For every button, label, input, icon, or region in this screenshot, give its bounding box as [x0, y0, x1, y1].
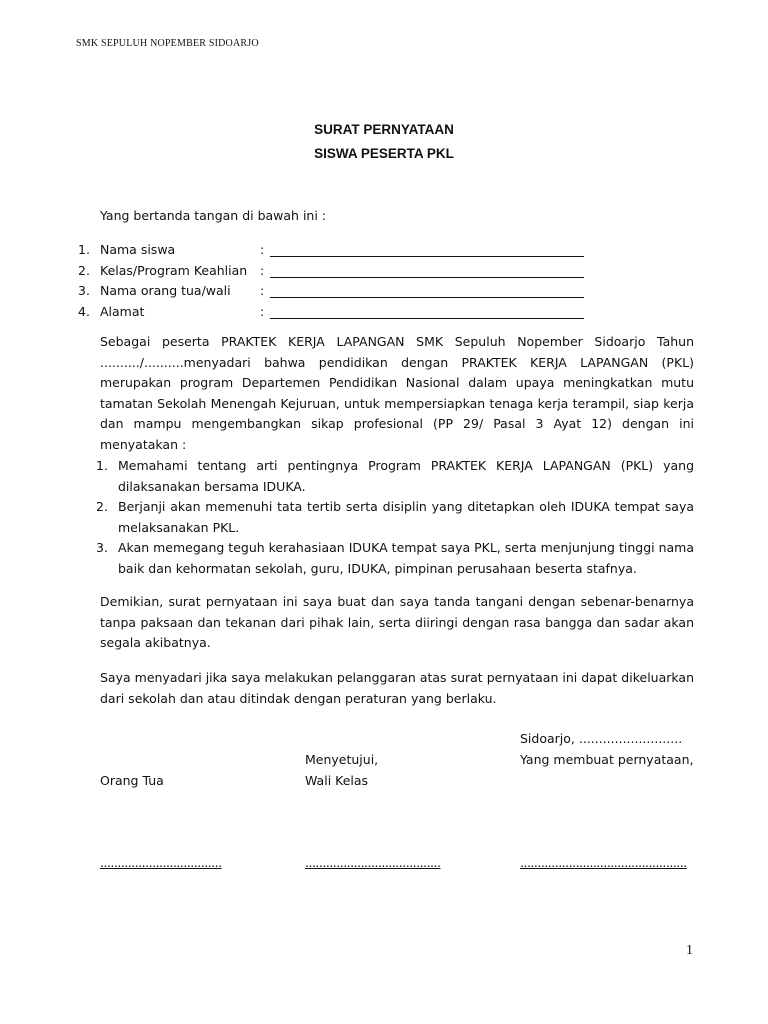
field-number: 2.	[78, 262, 90, 278]
address-blank-line[interactable]	[270, 304, 584, 319]
document-subtitle: SISWA PESERTA PKL	[314, 146, 454, 161]
approved-label: Menyetujui,	[305, 752, 379, 767]
field-label-name: Nama siswa	[100, 242, 176, 257]
page-number: 1	[686, 943, 693, 958]
field-row-parent	[78, 283, 584, 304]
statement-paragraph: Sebagai peserta PRAKTEK KERJA LAPANGAN SMK Sepuluh Nopember Sidoarjo Tahun ........../..........menyadari bahwa pendidikan dengan PRAKTEK KERJA LAPANGAN (PKL) merupakan program Departemen Pendidikan Nasional dalam upaya meningkatkan mutu tamatan Sekolah Menengah Kejuruan, untuk mempersiapkan tenaga kerja terampil, siap kerja dan mampu mengembangkan sikap profesional (PP 29/ Pasal 3 Ayat 12) dengan ini menyatakan :	[100, 334, 694, 452]
list-item-number: 3.	[96, 540, 108, 556]
list-item	[96, 538, 694, 579]
field-label-parent: Nama orang tua/wali	[100, 283, 231, 299]
field-colon: :	[260, 242, 265, 257]
homeroom-signature-line: .......................................	[305, 855, 441, 870]
identity-fields	[78, 242, 584, 324]
parent-signature-line: ...................................	[100, 855, 222, 870]
list-item-text: Berjanji akan memenuhi tata tertib serta disiplin yang ditetapkan oleh IDUKA tempat saya melaksanakan PKL.	[118, 499, 694, 535]
commitment-list	[96, 456, 694, 580]
field-number: 4.	[78, 303, 90, 319]
name-blank-line[interactable]	[270, 242, 584, 257]
place-date: Sidoarjo, ..........................	[520, 731, 683, 746]
field-colon: :	[260, 283, 265, 299]
field-row-name	[78, 242, 584, 263]
list-item-number: 2.	[96, 499, 108, 515]
list-item	[96, 456, 694, 497]
field-number: 3.	[78, 283, 90, 299]
list-item-text: Memahami tentang arti pentingnya Program PRAKTEK KERJA LAPANGAN (PKL) yang dilaksanakan bersama IDUKA.	[118, 458, 694, 494]
class-blank-line[interactable]	[270, 263, 584, 278]
consequence-paragraph: Saya menyadari jika saya melakukan pelanggaran atas surat pernyataan ini dapat dikeluarkan dari sekolah dan atau ditindak dengan peraturan yang berlaku.	[100, 670, 694, 706]
list-item-text: Akan memegang teguh kerahasiaan IDUKA tempat saya PKL, serta menjunjung tinggi nama baik dan kehormatan sekolah, guru, IDUKA, pimpinan perusahaan beserta stafnya.	[118, 540, 694, 576]
maker-label: Yang membuat pernyataan,	[520, 752, 694, 767]
closing-paragraph: Demikian, surat pernyataan ini saya buat dan saya tanda tangani dengan sebenar-benarnya tanpa paksaan dan tekanan dari pihak lain, serta diiringi dengan rasa bangga dan sadar akan segala akibatnya.	[100, 594, 694, 651]
list-item-number: 1.	[96, 458, 108, 473]
page-header: SMK SEPULUH NOPEMBER SIDOARJO	[76, 38, 259, 49]
field-colon: :	[260, 262, 265, 278]
field-row-address	[78, 304, 584, 325]
list-item	[96, 497, 694, 538]
parent-label: Orang Tua	[100, 773, 164, 788]
maker-signature-line: ................................................	[520, 855, 687, 870]
field-label-class: Kelas/Program Keahlian	[100, 262, 248, 278]
field-label-address: Alamat	[100, 303, 145, 319]
intro-text: Yang bertanda tangan di bawah ini :	[100, 208, 327, 223]
document-title: SURAT PERNYATAAN	[314, 122, 454, 137]
field-colon: :	[260, 303, 265, 319]
homeroom-label: Wali Kelas	[305, 773, 369, 788]
parent-blank-line[interactable]	[270, 283, 584, 298]
field-row-class	[78, 263, 584, 284]
field-number: 1.	[78, 242, 90, 257]
